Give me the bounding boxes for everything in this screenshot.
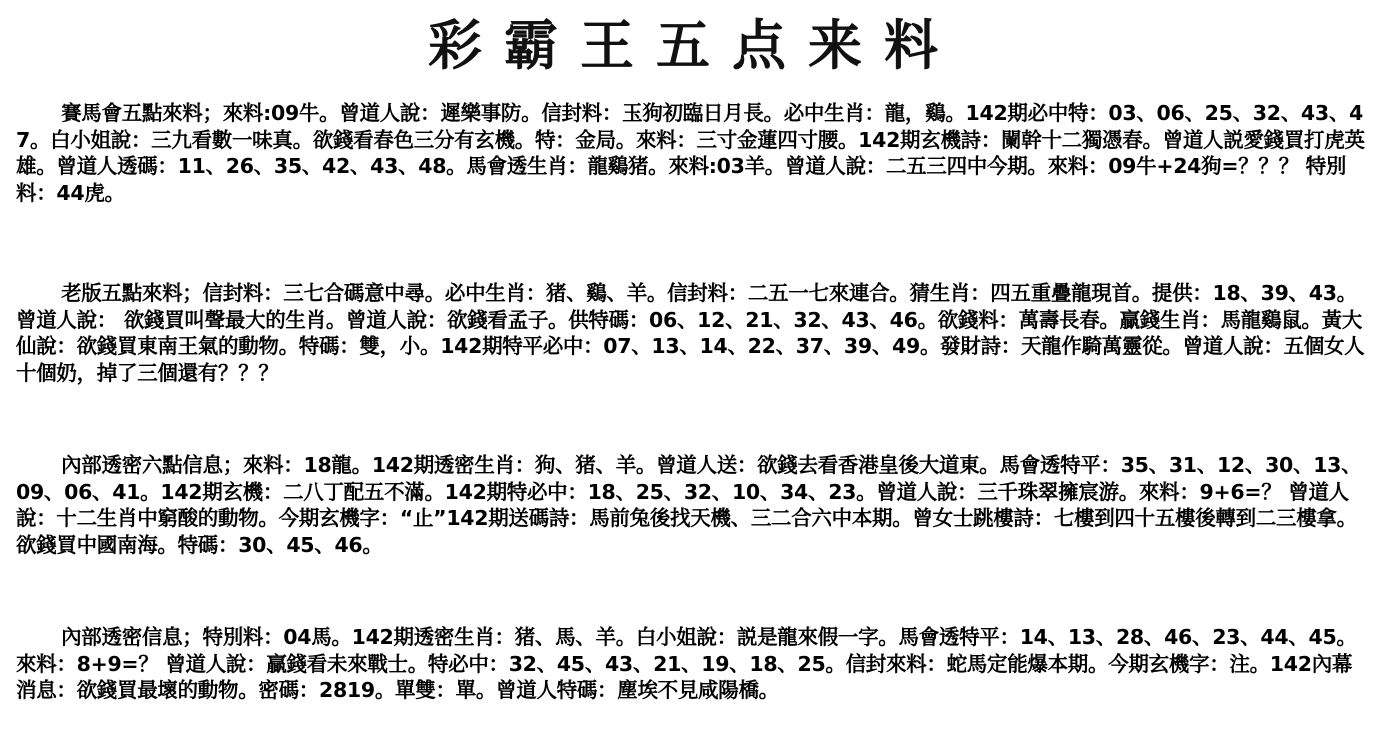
paragraph-internal-six-points: 內部透密六點信息；來料：18龍。142期透密生肖：狗、猪、羊。曾道人送：欲錢去看香港皇後大道東。馬會透特平：35、31、12、30、13、09、06、41。142期玄機：二八丁配五不滿。142期特必中：18、25、32、10、34、23。曾道人說：三千珠翠擁宸游。來料：9+6=？ 曾道人說：十二生肖中窮酸的動物。今期玄機字：“止”142期送碼詩：馬前兔後找天機、三二合六中本期。曾女士跳樓詩：七樓到四十五樓後轉到二三樓拿。欲錢買中國南海。特碼：30、45、46。 xyxy=(16,453,1362,557)
paragraph-old-version-five-points: 老版五點來料；信封料：三七合碼意中尋。必中生肖：猪、鷄、羊。信封料：二五一七來連合。猜生肖：四五重疊龍現首。提供：18、39、43。曾道人說： 欲錢買叫聲最大的生肖。曾道人說：欲錢看孟子。供特碼：06、12、21、32、43、46。欲錢料：萬壽長春。贏錢生肖：馬龍鷄鼠。黃大仙說：欲錢買東南王氣的動物。特碼：雙，小。142期特平必中：07、13、14、22、37、39、49。發財詩：天龍作騎萬靈從。曾道人說：五個女人十個奶，掉了三個還有？？？ xyxy=(16,281,1365,385)
page-title: 彩霸王五点来料 xyxy=(428,13,960,77)
paragraph-internal-secret-info: 內部透密信息；特別料：04馬。142期透密生肖：猪、馬、羊。白小姐說：説是龍來假一字。馬會透特平：14、13、28、46、23、44、45。來料：8+9=？ 曾道人說：贏錢看未來戰士。特必中：32、45、43、21、19、18、25。信封來料：蛇馬定能爆本期。今期玄機字：注。142內幕消息：欲錢買最壞的動物。密碼：2819。單雙：單。曾道人特碼：塵埃不見咸陽橋。 xyxy=(16,625,1357,702)
paragraph-saima-five-points: 賽馬會五點來料；來料:09牛。曾道人說：遲樂事防。信封料：玉狗初臨日月長。必中生肖：龍，鷄。142期必中特：03、06、25、32、43、47。白小姐說：三九看數一味真。欲錢看春色三分有玄機。特：金局。來料：三寸金蓮四寸腰。142期玄機詩：闌幹十二獨憑春。曾道人説愛錢買打虎英雄。曾道人透碼：11、26、35、42、43、48。馬會透生肖：龍鷄猪。來料:03羊。曾道人說：二五三四中今期。來料：09牛+24狗=？？？ 特別料：44虎。 xyxy=(16,101,1365,205)
